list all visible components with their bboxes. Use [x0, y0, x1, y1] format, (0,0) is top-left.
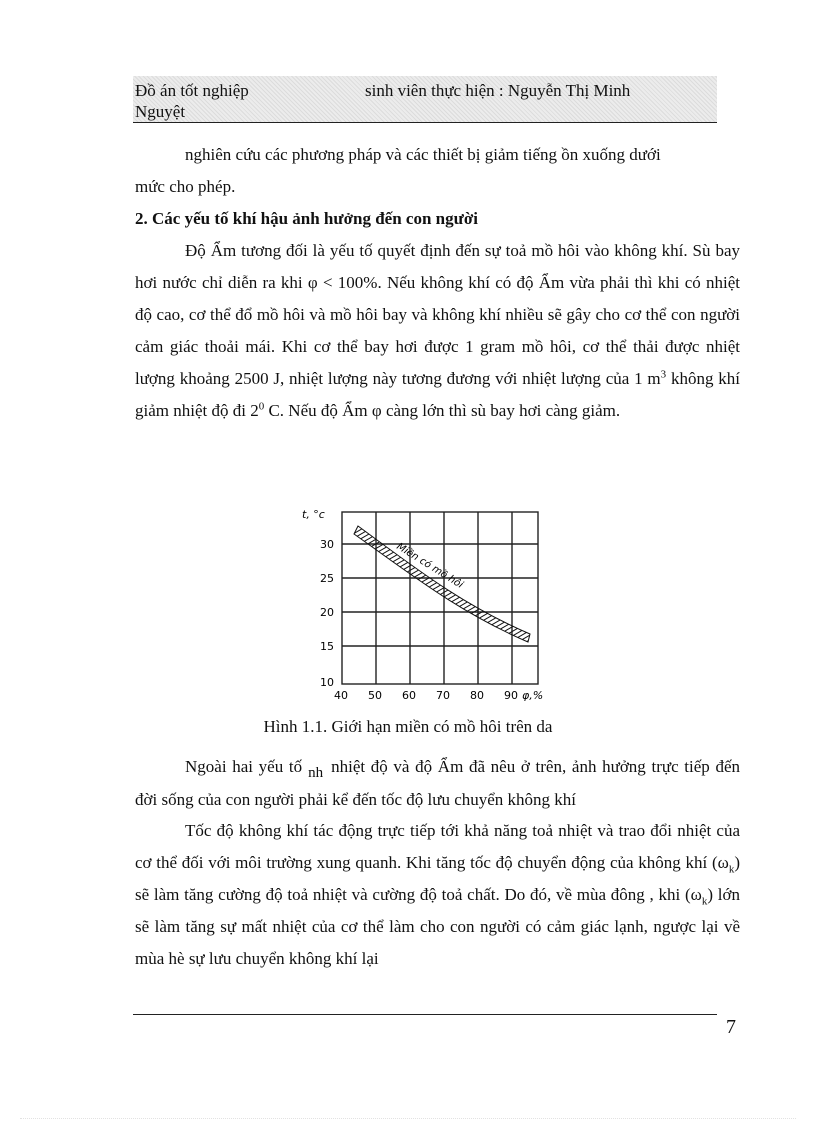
- sweat-zone-figure: [300, 504, 545, 704]
- header-author: sinh viên thực hiện : Nguyễn Thị Minh: [365, 81, 631, 100]
- paragraph-humidity-text-1: Độ Ẩm tương đối là yếu tố quyết định đến sự toả mồ hôi vào không khí. Sù bay hơi nước chỉ diễn ra khi φ < 100%. Nếu không khí có độ Ẩm vừa phải thì khi có nhiệt độ cao, cơ thể đổ mồ hôi và mồ hôi bay và không khí nhiều sẽ gây cho cơ thể con người cảm giác thoải mái. Khi cơ thể bay hơi được 1 gram mồ hôi, cơ thể thải được nhiệt lượng khoảng 2500 J, nhiệt lượng này tương đương với nhiệt lượng của 1 m: [135, 241, 740, 388]
- paragraph-intro: [135, 139, 740, 203]
- y-tick-10: 10: [320, 676, 334, 689]
- paragraph-air-speed-text-1: Tốc độ không khí tác động trực tiếp tới khả năng toả nhiệt và trao đổi nhiệt của cơ thể đối với môi trường xung quanh. Khi tăng tốc độ chuyển động của không khí (ω: [135, 821, 740, 872]
- subscript-k-2: k: [701, 895, 708, 908]
- y-tick-25: 25: [320, 572, 334, 585]
- sweat-zone-chart: [300, 504, 545, 704]
- header-author-continued: Nguyệt: [135, 102, 186, 121]
- footer-divider: [133, 1014, 717, 1015]
- section-heading: 2. Các yếu tố khí hậu ảnh hưởng đến con người: [135, 209, 478, 228]
- x-tick-70: 70: [436, 689, 450, 702]
- page-bottom-border: [20, 1118, 796, 1119]
- y-tick-20: 20: [320, 606, 334, 619]
- paragraph-air-speed: [135, 815, 740, 975]
- page-number: 7: [726, 1016, 736, 1038]
- x-tick-60: 60: [402, 689, 416, 702]
- x-tick-50: 50: [368, 689, 382, 702]
- superscript-degree: 0: [258, 400, 265, 413]
- paragraph-humidity-text-2: không khí giảm nhiệt độ đi 2: [135, 369, 740, 420]
- y-tick-15: 15: [320, 640, 334, 653]
- x-axis-label: φ,%: [522, 689, 544, 702]
- subscript-nh: nh: [308, 765, 324, 781]
- paragraph-humidity-text-3: C. Nếu độ Ẩm φ càng lớn thì sù bay hơi càng giảm.: [264, 401, 621, 420]
- figure-caption: Hình 1.1. Giới hạn miền có mồ hôi trên da: [263, 717, 553, 736]
- paragraph-factors-text-1: Ngoài hai yếu tố: [185, 757, 303, 776]
- paragraph-humidity: [135, 235, 740, 427]
- paragraph-factors-text-2: nhiệt độ và độ Ẩm đã nêu ở trên, ảnh hưởng trực tiếp đến đời sống của con người phải kể đến tốc độ lưu chuyển không khí: [135, 757, 740, 809]
- x-tick-40: 40: [334, 689, 348, 702]
- superscript-cubic: 3: [660, 368, 667, 381]
- paragraph-factors: [135, 751, 740, 816]
- x-tick-90: 90: [504, 689, 518, 702]
- paragraph-intro-line-1: nghiên cứu các phương pháp và các thiết bị giảm tiếng ồn xuống dưới: [185, 145, 661, 164]
- page-header: [133, 76, 717, 123]
- paragraph-intro-line-2: mức cho phép.: [135, 177, 236, 196]
- paragraph-air-speed-text-3: ) lớn sẽ làm tăng sự mất nhiệt của cơ thể làm cho con người có cảm giác lạnh, ngược lại về mùa hè sự lưu chuyển không khí lại: [135, 885, 740, 968]
- x-tick-80: 80: [470, 689, 484, 702]
- paragraph-air-speed-text-2: ) sẽ làm tăng cường độ toả nhiệt và cường độ toả chất. Do đó, về mùa đông , khi (ω: [135, 853, 740, 904]
- y-tick-30: 30: [320, 538, 334, 551]
- header-document-type: Đồ án tốt nghiệp: [135, 81, 249, 100]
- subscript-k-1: k: [728, 863, 735, 876]
- curve-label: Miền có mồ hôi: [394, 541, 465, 591]
- y-axis-label: t, °c: [302, 508, 325, 521]
